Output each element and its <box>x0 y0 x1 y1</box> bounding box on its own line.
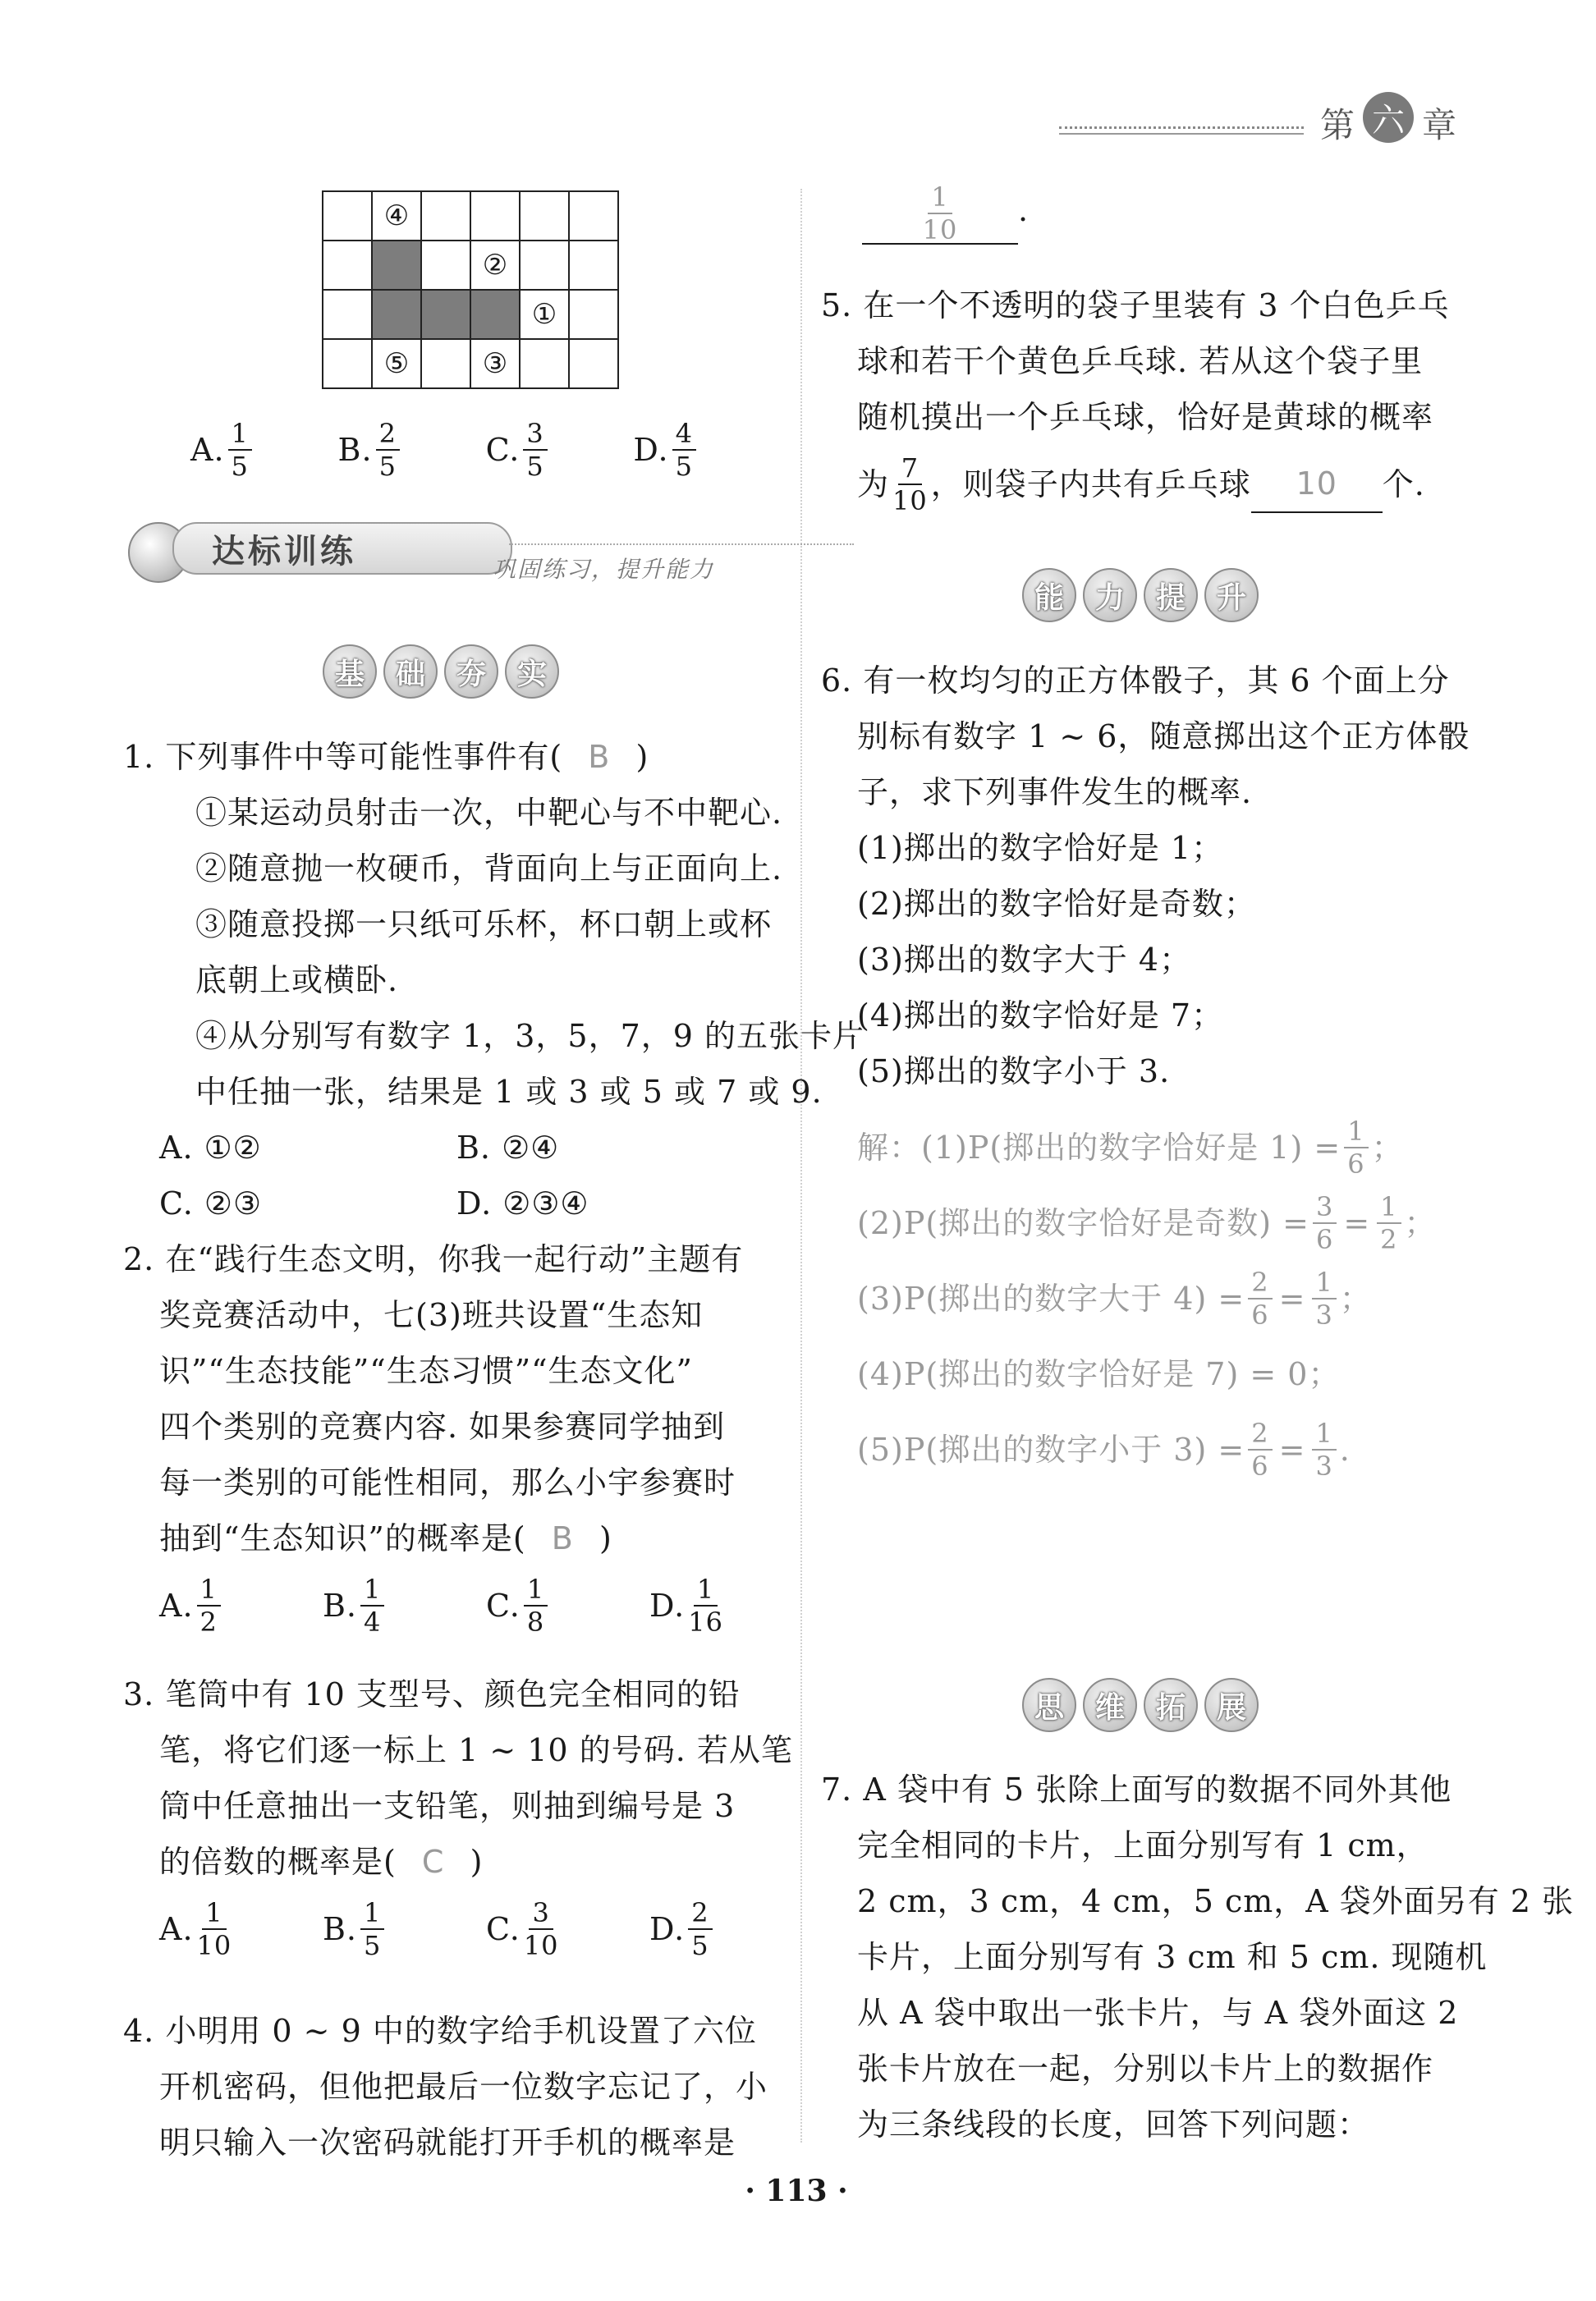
q4-answer-line: $\frac{1}{10}$ . <box>862 182 1029 245</box>
question-7 <box>821 1762 1575 2152</box>
solution-line: 解：(1)P(掷出的数字恰好是 1) = $\frac{1}{6}$ ； <box>857 1116 1404 1180</box>
option-fraction: $\frac{2}{5}$ <box>688 1900 712 1959</box>
q2-option: D. $\frac{1}{16}$ <box>649 1574 723 1638</box>
text-line: (2)掷出的数字恰好是奇数； <box>857 886 1256 922</box>
grid-cell <box>323 191 372 241</box>
chapter-suffix: 章 <box>1422 105 1457 145</box>
banner-char: 夯 <box>444 644 498 699</box>
solution-fraction: $\frac{1}{6}$ <box>1344 1118 1368 1177</box>
q1-option: B. ②④ <box>456 1130 560 1166</box>
text-line: (5)掷出的数字小于 3. <box>857 1053 1171 1089</box>
q1-option: D. ②③④ <box>456 1185 589 1222</box>
q2-answer: B <box>551 1520 574 1556</box>
text-line: 4. 小明用 0 ~ 9 中的数字给手机设置了六位 <box>123 2013 757 2049</box>
grid-cell <box>569 339 618 388</box>
banner-char: 能 <box>1022 568 1076 622</box>
q6-lines <box>821 653 1478 1099</box>
question-6 <box>821 653 1478 1099</box>
option-fraction: $\frac{2}{5}$ <box>376 420 400 479</box>
q5-answer-blank <box>1251 456 1383 513</box>
banner-thinking <box>1022 1678 1259 1732</box>
text-line: 从 A 袋中取出一张卡片，与 A 袋外面这 2 <box>857 1995 1459 2031</box>
banner-char: 基 <box>323 644 377 699</box>
q5-fraction: $\frac{7}{10}$ <box>892 452 928 516</box>
solution-line: (5)P(掷出的数字小于 3) = $\frac{2}{6}$ = $\frac{1}{3}$ . <box>857 1418 1351 1482</box>
solution-line: (3)P(掷出的数字大于 4) = $\frac{2}{6}$ = $\frac{1}{3}$ ； <box>857 1267 1372 1331</box>
q4-lines <box>123 2003 772 2170</box>
text-line: 张卡片放在一起，分别以卡片上的数据作 <box>857 2051 1434 2087</box>
solution-line: (2)P(掷出的数字恰好是奇数) = $\frac{3}{6}$ = $\frac{1}{2}$ ； <box>857 1191 1437 1255</box>
q1-answer: B <box>588 739 611 775</box>
text-line: 球和若干个黄色乒乓球. 若从这个袋子里 <box>857 343 1424 379</box>
header-dotted-rule <box>1059 126 1304 129</box>
text-line: 2 cm，3 cm，4 cm，5 cm，A 袋外面另有 2 张 <box>857 1883 1575 1919</box>
q1-option: C. ②③ <box>159 1185 263 1222</box>
text-line: (4)掷出的数字恰好是 7； <box>857 997 1224 1034</box>
solution-fraction: $\frac{2}{6}$ <box>1248 1420 1272 1479</box>
grid-option: C. $\frac{3}{5}$ <box>486 410 551 489</box>
q3-option: C. $\frac{3}{10}$ <box>486 1897 559 1961</box>
text-line: 2. 在“践行生态文明，你我一起行动”主题有 <box>123 1241 744 1277</box>
text-line: 子，求下列事件发生的概率. <box>857 774 1253 810</box>
grid-cell: ② <box>470 241 520 290</box>
grid-cell <box>470 191 520 241</box>
q2-options <box>123 1566 772 1645</box>
grid-cell <box>372 290 421 339</box>
q3-options <box>123 1890 772 1969</box>
text-line: 6. 有一枚均匀的正方体骰子，其 6 个面上分 <box>821 662 1450 699</box>
banner-basic <box>323 644 559 699</box>
text-line: 完全相同的卡片，上面分别写有 1 cm， <box>857 1827 1429 1863</box>
q4-answer-fraction: $\frac{1}{10}$ <box>922 181 958 245</box>
text-line: 笔，将它们逐一标上 1 ~ 10 的号码. 若从笔 <box>159 1732 793 1768</box>
grid-cell <box>372 241 421 290</box>
text-line: 开机密码，但他把最后一位数字忘记了，小 <box>159 2069 768 2105</box>
chapter-number-badge <box>1363 92 1414 143</box>
question-5 <box>821 277 1478 524</box>
q1-options <box>123 1120 772 1231</box>
grid-row <box>323 191 618 241</box>
solution-line: (4)P(掷出的数字恰好是 7) = 0； <box>857 1356 1341 1392</box>
text-line: (1)掷出的数字恰好是 1； <box>857 830 1224 866</box>
grid-cell: ③ <box>470 339 520 388</box>
q3-option: A. $\frac{1}{10}$ <box>159 1897 232 1961</box>
text-line: 底朝上或横卧. <box>195 962 399 998</box>
text-line: 中任抽一张，结果是 1 或 3 或 5 或 7 或 9. <box>195 1074 823 1110</box>
banner-ability <box>1022 568 1259 622</box>
grid-cell <box>421 191 470 241</box>
grid-table <box>322 190 619 389</box>
option-fraction: $\frac{1}{8}$ <box>524 1576 548 1635</box>
q5-answer: 10 <box>1296 465 1337 502</box>
section-bar <box>123 517 747 583</box>
chapter-number: 六 <box>1372 101 1405 140</box>
grid-cell <box>421 241 470 290</box>
q2-last-line: 抽到“生态知识”的概率是( B ) <box>159 1520 612 1556</box>
banner-char: 思 <box>1022 1678 1076 1732</box>
grid-cell <box>421 290 470 339</box>
section-title: 达标训练 <box>212 533 356 571</box>
q1-option: A. ①② <box>159 1130 262 1166</box>
grid-cell <box>569 241 618 290</box>
header-rule <box>1059 133 1304 135</box>
grid-cell <box>323 339 372 388</box>
option-fraction: $\frac{1}{5}$ <box>228 420 252 479</box>
text-line: ④从分别写有数字 1，3，5，7，9 的五张卡片 <box>195 1018 865 1054</box>
q5-lines <box>821 277 1478 445</box>
q3-lines <box>123 1666 793 1834</box>
grid-row <box>323 290 618 339</box>
solution-fraction: $\frac{3}{6}$ <box>1313 1194 1337 1253</box>
option-fraction: $\frac{1}{16}$ <box>688 1574 723 1638</box>
grid-cell <box>421 339 470 388</box>
option-fraction: $\frac{1}{10}$ <box>196 1897 232 1961</box>
text-line: 识”“生态技能”“生态习惯”“生态文化” <box>159 1353 693 1389</box>
banner-char: 力 <box>1083 568 1137 622</box>
q3-answer: C <box>421 1844 445 1880</box>
grid-cell: ④ <box>372 191 421 241</box>
text-line: ③随意投掷一只纸可乐杯，杯口朝上或杯 <box>195 906 773 942</box>
banner-char: 拓 <box>1144 1678 1198 1732</box>
q2-lines <box>123 1231 772 1510</box>
question-3 <box>123 1666 793 1969</box>
solution-fraction: $\frac{1}{2}$ <box>1377 1194 1401 1253</box>
text-line: 为三条线段的长度，回答下列问题： <box>857 2106 1370 2143</box>
option-fraction: $\frac{1}{5}$ <box>360 1900 384 1959</box>
text-line: 奖竞赛活动中，七(3)班共设置“生态知 <box>159 1297 704 1333</box>
grid-cell <box>569 290 618 339</box>
grid-options <box>190 410 699 489</box>
solution-fraction: $\frac{1}{3}$ <box>1312 1420 1336 1479</box>
q6-solution <box>857 1110 1497 1487</box>
banner-char: 实 <box>505 644 559 699</box>
grid-option: D. $\frac{4}{5}$ <box>633 410 699 489</box>
grid-row <box>323 339 618 388</box>
solution-fraction: $\frac{1}{3}$ <box>1312 1269 1336 1328</box>
grid-cell: ① <box>520 290 569 339</box>
banner-char: 升 <box>1204 568 1259 622</box>
question-4 <box>123 2003 772 2170</box>
grid-cell: ⑤ <box>372 339 421 388</box>
grid-option: A. $\frac{1}{5}$ <box>190 410 255 489</box>
banner-char: 展 <box>1204 1678 1259 1732</box>
text-line: 四个类别的竞赛内容. 如果参赛同学抽到 <box>159 1409 726 1445</box>
text-line: 随机摸出一个乒乓球，恰好是黄球的概率 <box>857 399 1434 435</box>
equals-sign: = <box>1278 1432 1306 1468</box>
column-divider <box>800 189 802 2143</box>
chapter-prefix: 第 <box>1320 105 1355 145</box>
equals-sign: = <box>1278 1281 1306 1317</box>
option-fraction: $\frac{3}{5}$ <box>523 420 547 479</box>
q3-option: B. $\frac{1}{5}$ <box>323 1900 445 1959</box>
option-fraction: $\frac{4}{5}$ <box>672 420 696 479</box>
text-line: ①某运动员射击一次，中靶心与不中靶心. <box>195 795 783 831</box>
grid-cell <box>470 290 520 339</box>
text-line: 别标有数字 1 ~ 6，随意掷出这个正方体骰 <box>857 718 1470 754</box>
q1-stem: 1. 下列事件中等可能性事件有( B ) <box>123 739 649 775</box>
question-2 <box>123 1231 772 1645</box>
chapter-header <box>1059 92 1470 149</box>
text-line: 筒中任意抽出一支铅笔，则抽到编号是 3 <box>159 1788 736 1824</box>
q4-answer-blank <box>862 182 1018 245</box>
grid-cell <box>520 191 569 241</box>
option-fraction: $\frac{3}{10}$ <box>523 1897 559 1961</box>
grid-row <box>323 241 618 290</box>
grid-cell <box>520 339 569 388</box>
q7-lines <box>821 1762 1575 2152</box>
grid-cell <box>323 290 372 339</box>
banner-char: 维 <box>1083 1678 1137 1732</box>
text-line: (3)掷出的数字大于 4； <box>857 942 1192 978</box>
banner-char: 础 <box>383 644 438 699</box>
q2-option: C. $\frac{1}{8}$ <box>486 1576 608 1635</box>
solution-fraction: $\frac{2}{6}$ <box>1248 1269 1272 1328</box>
equals-sign: = <box>1343 1205 1371 1241</box>
q3-last-line: 的倍数的概率是( C ) <box>159 1844 484 1880</box>
text-line: 7. A 袋中有 5 张除上面写的数据不同外其他 <box>821 1772 1452 1808</box>
section-subtitle: 巩固练习，提升能力 <box>493 556 715 583</box>
text-line: 明只输入一次密码就能打开手机的概率是 <box>159 2125 736 2161</box>
q1-items <box>123 785 865 1120</box>
q2-option: A. $\frac{1}{2}$ <box>159 1576 282 1635</box>
question-1 <box>123 729 865 1231</box>
q5-last-line: 为 $\frac{7}{10}$ ，则袋子内共有乒乓球 10 个. <box>857 452 1425 516</box>
option-fraction: $\frac{1}{2}$ <box>197 1576 221 1635</box>
grid-cell <box>520 241 569 290</box>
option-fraction: $\frac{1}{4}$ <box>360 1576 384 1635</box>
text-line: 每一类别的可能性相同，那么小宇参赛时 <box>159 1464 736 1501</box>
grid-cell <box>323 241 372 290</box>
text-line: 5. 在一个不透明的袋子里装有 3 个白色乒乓 <box>821 287 1450 323</box>
q3-option: D. $\frac{2}{5}$ <box>649 1900 772 1959</box>
grid-option: B. $\frac{2}{5}$ <box>338 410 403 489</box>
text-line: 3. 笔筒中有 10 支型号、颜色完全相同的铅 <box>123 1676 741 1712</box>
grid-figure <box>322 190 619 389</box>
grid-cell <box>569 191 618 241</box>
banner-char: 提 <box>1144 568 1198 622</box>
section-dotted-rule <box>509 543 854 545</box>
page-number: · 113 · <box>745 2174 848 2208</box>
q2-option: B. $\frac{1}{4}$ <box>323 1576 445 1635</box>
text-line: 卡片，上面分别写有 3 cm 和 5 cm. 现随机 <box>857 1939 1488 1975</box>
text-line: ②随意抛一枚硬币，背面向上与正面向上. <box>195 850 783 887</box>
